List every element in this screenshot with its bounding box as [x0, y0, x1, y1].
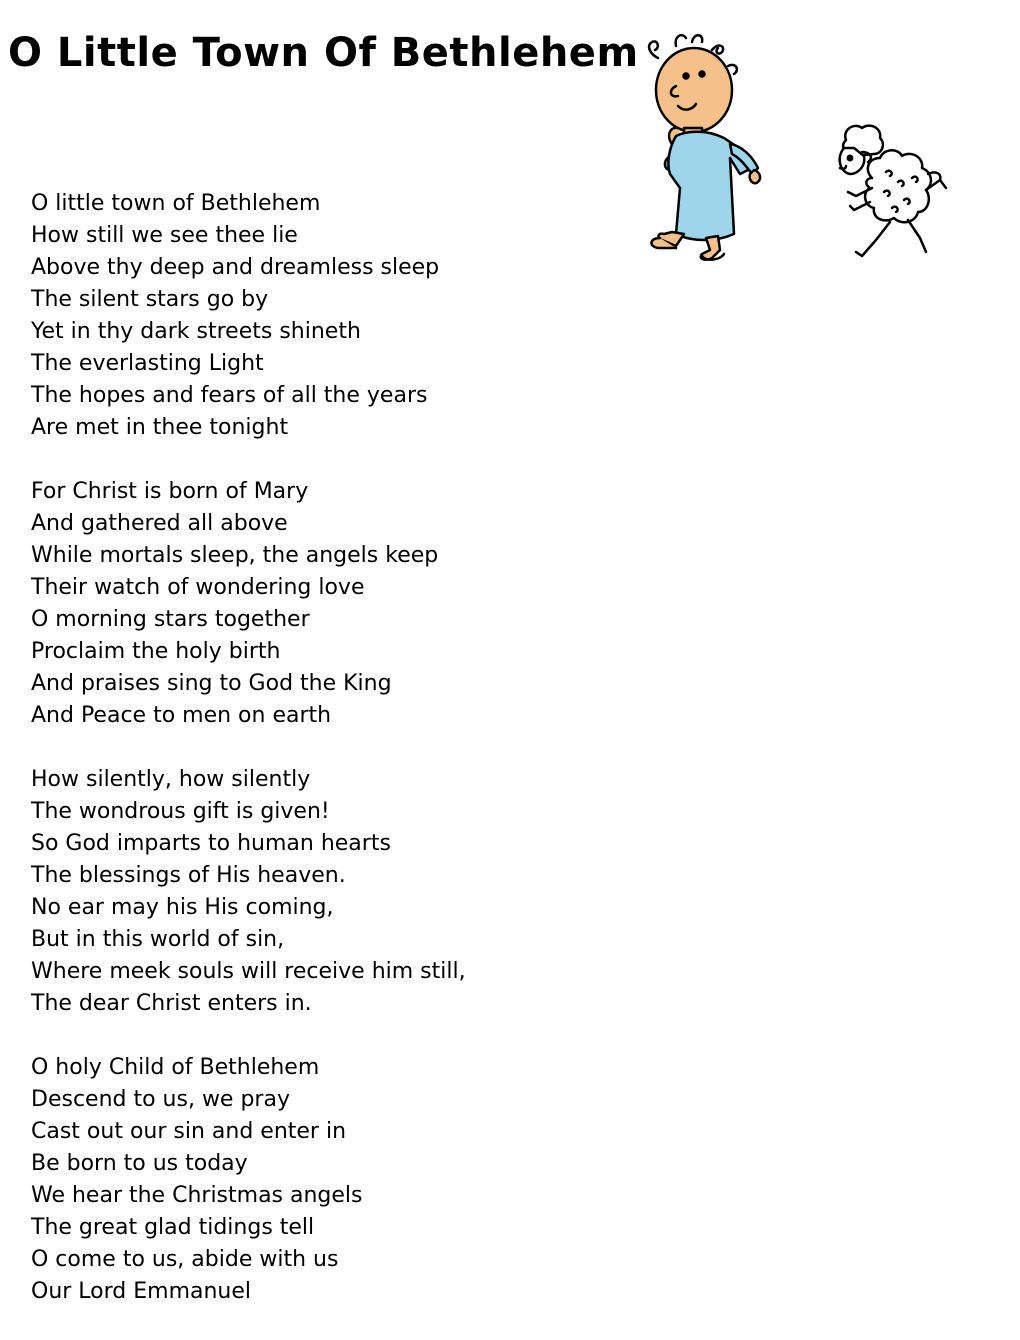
lyric-line: The wondrous gift is given! — [31, 799, 330, 824]
lyric-line: Above thy deep and dreamless sleep — [31, 255, 440, 280]
lyric-line: The blessings of His heaven. — [31, 863, 346, 888]
lyric-line: Are met in thee tonight — [31, 415, 289, 440]
lyric-line: How still we see thee lie — [31, 223, 298, 248]
lyric-line: O come to us, abide with us — [31, 1247, 339, 1272]
lyric-line: We hear the Christmas angels — [31, 1183, 363, 1208]
lyric-line: Be born to us today — [31, 1151, 248, 1176]
lyrics — [31, 188, 631, 1340]
lyric-line: For Christ is born of Mary — [31, 479, 309, 504]
lyric-line: But in this world of sin, — [31, 927, 285, 952]
lyric-line: So God imparts to human hearts — [31, 831, 391, 856]
lyric-line: Our Lord Emmanuel — [31, 1279, 252, 1304]
lyric-line: The hopes and fears of all the years — [31, 383, 428, 408]
lyric-line: Proclaim the holy birth — [31, 639, 281, 664]
lyric-line: And gathered all above — [31, 511, 288, 536]
lyric-line: Cast out our sin and enter in — [31, 1119, 347, 1144]
lyric-line: O holy Child of Bethlehem — [31, 1055, 320, 1080]
child-in-robe-drawing — [636, 28, 768, 264]
lyric-line: No ear may his His coming, — [31, 895, 334, 920]
lyric-line: Where meek souls will receive him still, — [31, 959, 466, 984]
verse-2 — [31, 476, 631, 732]
verse-4 — [31, 1052, 631, 1308]
lyric-line: While mortals sleep, the angels keep — [31, 543, 439, 568]
lyric-line: The dear Christ enters in. — [31, 991, 312, 1016]
lyric-line: And Peace to men on earth — [31, 703, 332, 728]
lyric-line: The great glad tidings tell — [31, 1215, 315, 1240]
page-title: O Little Town Of Bethlehem — [8, 30, 639, 76]
lyric-line: Descend to us, we pray — [31, 1087, 290, 1112]
verse-1 — [31, 188, 631, 444]
lyric-line: The everlasting Light — [31, 351, 264, 376]
lyric-line: O morning stars together — [31, 607, 310, 632]
lyric-line: And praises sing to God the King — [31, 671, 392, 696]
lyric-line: Yet in thy dark streets shineth — [31, 319, 361, 344]
lyric-line: How silently, how silently — [31, 767, 311, 792]
lyric-line: Their watch of wondering love — [31, 575, 365, 600]
sheep-drawing — [832, 118, 952, 266]
lyric-line: O little town of Bethlehem — [31, 191, 321, 216]
lyric-line: The silent stars go by — [31, 287, 269, 312]
verse-3 — [31, 764, 631, 1020]
